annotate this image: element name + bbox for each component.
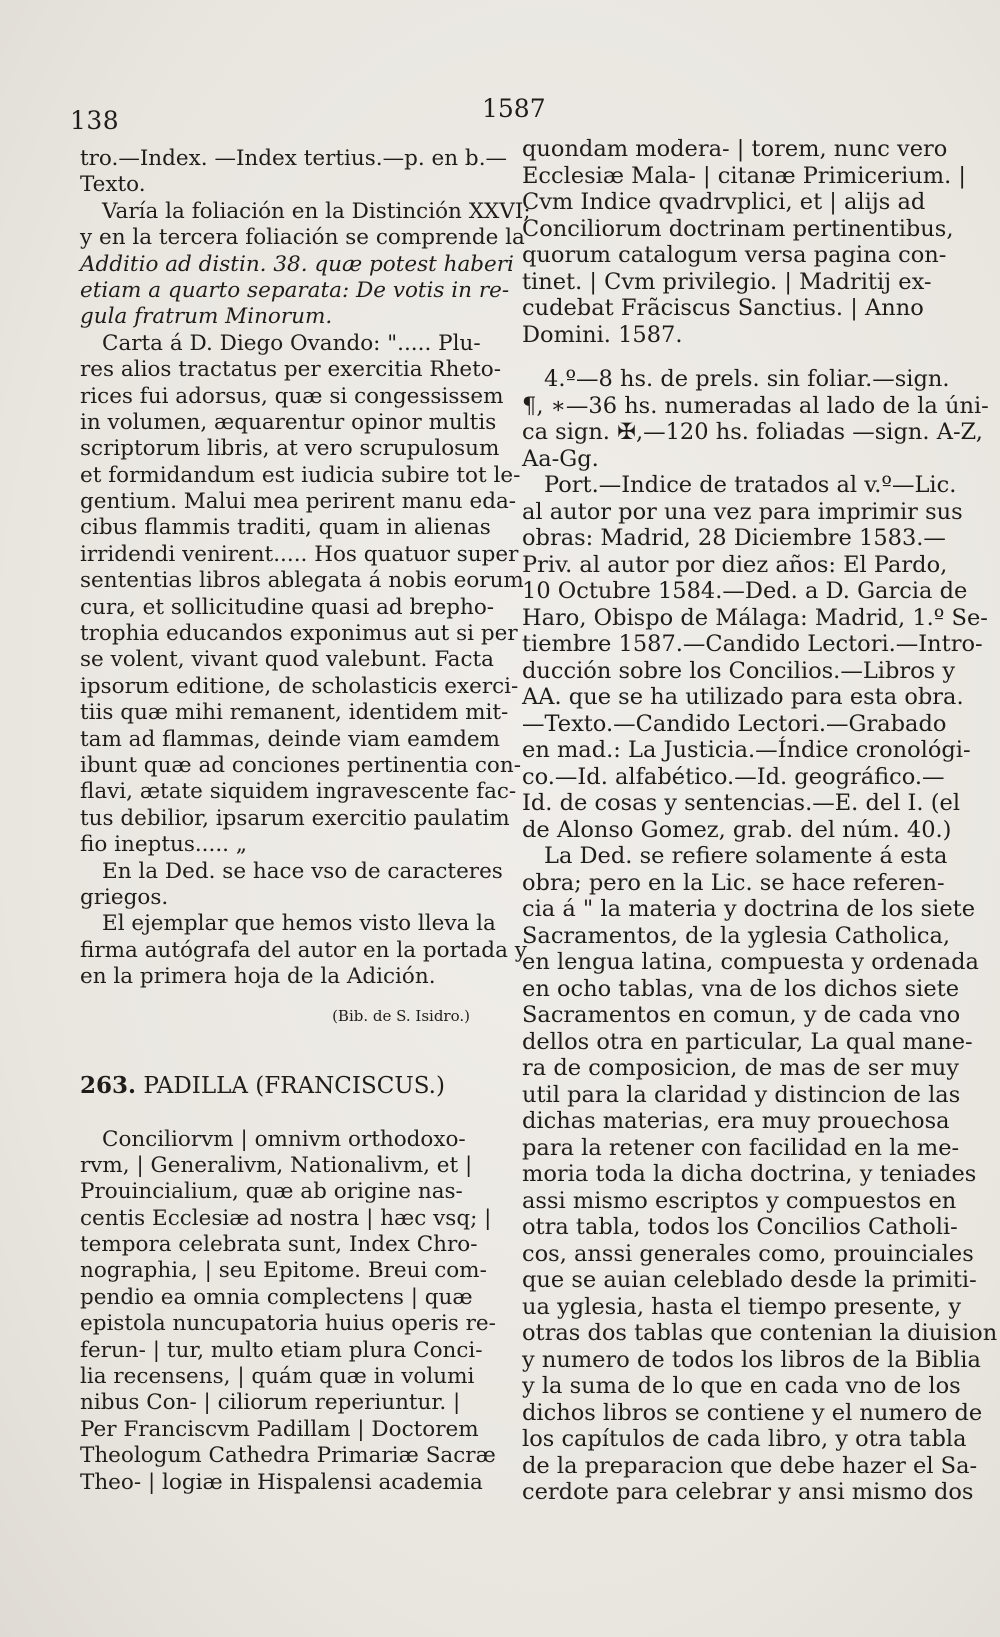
text-line: La Ded. se refiere solamente á esta	[544, 843, 948, 869]
text-line: Varía la foliación en la Distinción XXVI;	[102, 198, 531, 224]
text-line: Conciliorum doctrinam pertinentibus,	[522, 215, 954, 242]
text-line: Cvm Indice qvadrvplici, et | alijs ad	[522, 189, 926, 215]
text-line: cudebat Frãciscus Sanctius. | Anno	[522, 295, 924, 321]
collation-description	[522, 366, 998, 1506]
text-line: obras: Madrid, 28 Diciembre 1583.—	[522, 525, 946, 551]
text-line: otra tabla, todos los Concilios Catholi-	[522, 1214, 958, 1240]
text-line: Aa-Gg.	[522, 445, 599, 472]
text-line: scriptorum libris, at vero scrupulosum	[80, 436, 500, 462]
text-line: Theologum Cathedra Primariæ Sacræ	[80, 1443, 496, 1469]
text-line: Sacramentos, de la yglesia Catholica,	[522, 922, 951, 949]
text-line: Theo- | logiæ in Hispalensi academia	[80, 1469, 483, 1495]
text-line: Domini. 1587.	[522, 321, 683, 348]
text-line: quondam modera- | torem, nunc vero	[522, 136, 948, 162]
text-line: El ejemplar que hemos visto lleva la	[102, 911, 496, 937]
entry-number: 263.	[80, 1071, 137, 1099]
text-line: ra de composicion, de mas de ser muy	[522, 1055, 960, 1081]
text-line: los capítulos de cada libro, y otra tabla	[522, 1426, 967, 1452]
text-line: tro.—Index. —Index tertius.—p. en b.—	[80, 146, 508, 171]
text-line: en lengua latina, compuesta y ordenada	[522, 949, 979, 975]
text-line: Port.—Indice de tratados al v.º—Lic.	[544, 472, 957, 498]
text-line: sententias libros ablegata á nobis eorum	[80, 568, 524, 594]
foliation-note	[80, 198, 531, 252]
text-line: En la Ded. se hace vso de caracteres	[102, 858, 503, 884]
text-line: ca sign. ✠,—120 hs. foliadas —sign. A-Z,	[522, 419, 983, 445]
text-line: ducción sobre los Concilios.—Libros y	[522, 657, 956, 684]
text-line: otras dos tablas que contenian la diuision	[522, 1320, 998, 1346]
text-line: etiam a quarto separata: De votis in re-	[80, 277, 510, 303]
text-line: pendio ea omnia complectens | quæ	[80, 1284, 473, 1310]
text-line: Ecclesiæ Mala- | citanæ Primicerium. |	[522, 162, 966, 189]
text-line: nographia, | seu Epitome. Breui com-	[80, 1258, 487, 1284]
text-line: cos, anssi generales como, prouinciales	[522, 1240, 974, 1267]
text-line: fio ineptus..... „	[80, 832, 247, 858]
text-line: util para la claridad y distincion de las	[522, 1081, 961, 1108]
text-line: Texto.	[80, 172, 146, 198]
text-line: et formidandum est iudicia subire tot le-	[80, 462, 521, 488]
text-line: Conciliorvm | omnivm orthodoxo-	[102, 1126, 466, 1152]
text-line: ferun- | tur, multo etiam plura Conci-	[80, 1337, 483, 1363]
text-line: Prouincialium, quæ ab origine nas-	[80, 1179, 463, 1205]
text-line: ipsorum editione, de scholasticis exerci-	[80, 673, 519, 699]
text-line: obra; pero en la Lic. se hace referen-	[522, 869, 945, 896]
page-number: 138	[70, 106, 120, 135]
text-line: assi mismo escriptos y compuestos en	[522, 1187, 957, 1214]
right-column	[522, 136, 998, 1506]
text-line: que se auian celeblado desde la primiti-	[522, 1267, 977, 1293]
text-line: Per Franciscvm Padillam | Doctorem	[80, 1416, 479, 1442]
text-line: Carta á D. Diego Ovando: "..... Plu-	[102, 330, 481, 356]
text-line: se volent, vivant quod valebunt. Facta	[80, 647, 495, 673]
text-line: tiembre 1587.—Candido Lectori.—Intro-	[522, 631, 983, 657]
text-line: res alios tractatus per exercitia Rheto-	[80, 357, 501, 383]
text-line: al autor por una vez para imprimir sus	[522, 498, 963, 525]
text-line: dichos libros se contiene y el numero de	[522, 1399, 983, 1426]
text-line: centis Ecclesiæ ad nostra | hæc vsq; |	[80, 1205, 492, 1231]
text-line: epistola nuncupatoria huius operis re-	[80, 1311, 496, 1337]
text-line: moria toda la dicha doctrina, y teniades	[522, 1161, 977, 1187]
text-line: firma autógrafa del autor en la portada y	[80, 937, 527, 963]
text-line: y la suma de lo que en cada vno de los	[522, 1373, 961, 1399]
text-line: cia á " la materia y doctrina de los siete	[522, 896, 976, 922]
source-note: (Bib. de S. Isidro.)	[332, 1006, 470, 1025]
text-line: Haro, Obispo de Málaga: Madrid, 1.º Se-	[522, 604, 988, 631]
text-line: gula fratrum Minorum.	[80, 304, 333, 330]
continuation-text	[80, 146, 508, 199]
text-line: tam ad flammas, deinde viam eamdem	[80, 726, 500, 752]
text-line: nibus Con- | ciliorum reperiuntur. |	[80, 1390, 461, 1416]
text-line: in volumen, æquarentur opinor multis	[80, 409, 497, 435]
text-line: dellos otra en particular, La qual mane-	[522, 1028, 973, 1055]
letter-quotation	[80, 330, 527, 991]
entry-author: PADILLA (FRANCISCUS.)	[143, 1072, 445, 1099]
text-line: en mad.: La Justicia.—Índice cronológi-	[522, 737, 971, 763]
additio-note	[80, 251, 514, 331]
text-line: —Texto.—Candido Lectori.—Grabado	[522, 710, 947, 737]
text-line: tempora celebrata sunt, Index Chro-	[80, 1232, 478, 1258]
text-line: para la retener con facilidad en la me-	[522, 1134, 960, 1161]
text-line: 4.º—8 hs. de prels. sin foliar.—sign.	[544, 366, 950, 392]
text-line: ¶, ∗—36 hs. numeradas al lado de la úni-	[522, 392, 989, 419]
text-line: Sacramentos en comun, y de cada vno	[522, 1002, 961, 1028]
text-line: Id. de cosas y sentencias.—E. del I. (el	[522, 790, 961, 816]
page-year-header: 1587	[482, 94, 546, 123]
text-line: cibus flammis traditi, quam in alienas	[80, 515, 491, 541]
text-line: tinet. | Cvm privilegio. | Madritij ex-	[522, 268, 932, 295]
text-line: 10 Octubre 1584.—Ded. a D. Garcia de	[522, 578, 968, 604]
text-line: dichas materias, era muy prouechosa	[522, 1108, 950, 1134]
text-line: flavi, ætate siquidem ingravescente fac-	[80, 779, 517, 805]
text-line: rices fui adorsus, quæ si congessissem	[80, 383, 504, 409]
text-line: cura, et sollicitudine quasi ad brepho-	[80, 594, 495, 620]
text-line: cerdote para celebrar y ansi mismo dos	[522, 1479, 974, 1505]
text-line: en ocho tablas, vna de los dichos siete	[522, 975, 960, 1002]
book-title-transcription	[80, 1127, 498, 1496]
text-line: trophia educandos exponimus aut si per	[80, 621, 518, 647]
text-line: quorum catalogum versa pagina con-	[522, 242, 947, 268]
text-line: rvm, | Generalivm, Nationalivm, et |	[80, 1152, 473, 1178]
text-line: ibunt quæ ad conciones pertinentia con-	[80, 752, 521, 778]
text-line: lia recensens, | quám quæ in volumi	[80, 1364, 475, 1390]
text-line: ua yglesia, hasta el tiempo presente, y	[522, 1293, 962, 1320]
text-line: y en la tercera foliación se comprende la	[80, 225, 525, 251]
text-line: de Alonso Gomez, grab. del núm. 40.)	[522, 816, 952, 843]
text-line: co.—Id. alfabético.—Id. geográfico.—	[522, 763, 945, 790]
text-line: de la preparacion que debe hazer el Sa-	[522, 1452, 978, 1479]
book-title-continuation	[522, 136, 966, 348]
text-line: en la primera hoja de la Adición.	[80, 964, 436, 990]
text-line: irridendi venirent..... Hos quatuor super	[80, 541, 519, 567]
left-column	[80, 146, 531, 1496]
text-line: Additio ad distin. 38. quæ potest haberi	[80, 251, 514, 277]
text-line: griegos.	[80, 884, 169, 910]
text-line: tiis quæ mihi remanent, identidem mit-	[80, 700, 509, 726]
text-line: y numero de todos los libros de la Biblia	[522, 1346, 981, 1373]
text-line: gentium. Malui mea perirent manu eda-	[80, 489, 517, 515]
text-line: AA. que se ha utilizado para esta obra.	[522, 684, 964, 710]
entry-heading	[80, 1071, 498, 1101]
text-line: Priv. al autor por diez años: El Pardo,	[522, 551, 948, 578]
text-line: tus debilior, ipsarum exercitio paulatim	[80, 805, 510, 831]
